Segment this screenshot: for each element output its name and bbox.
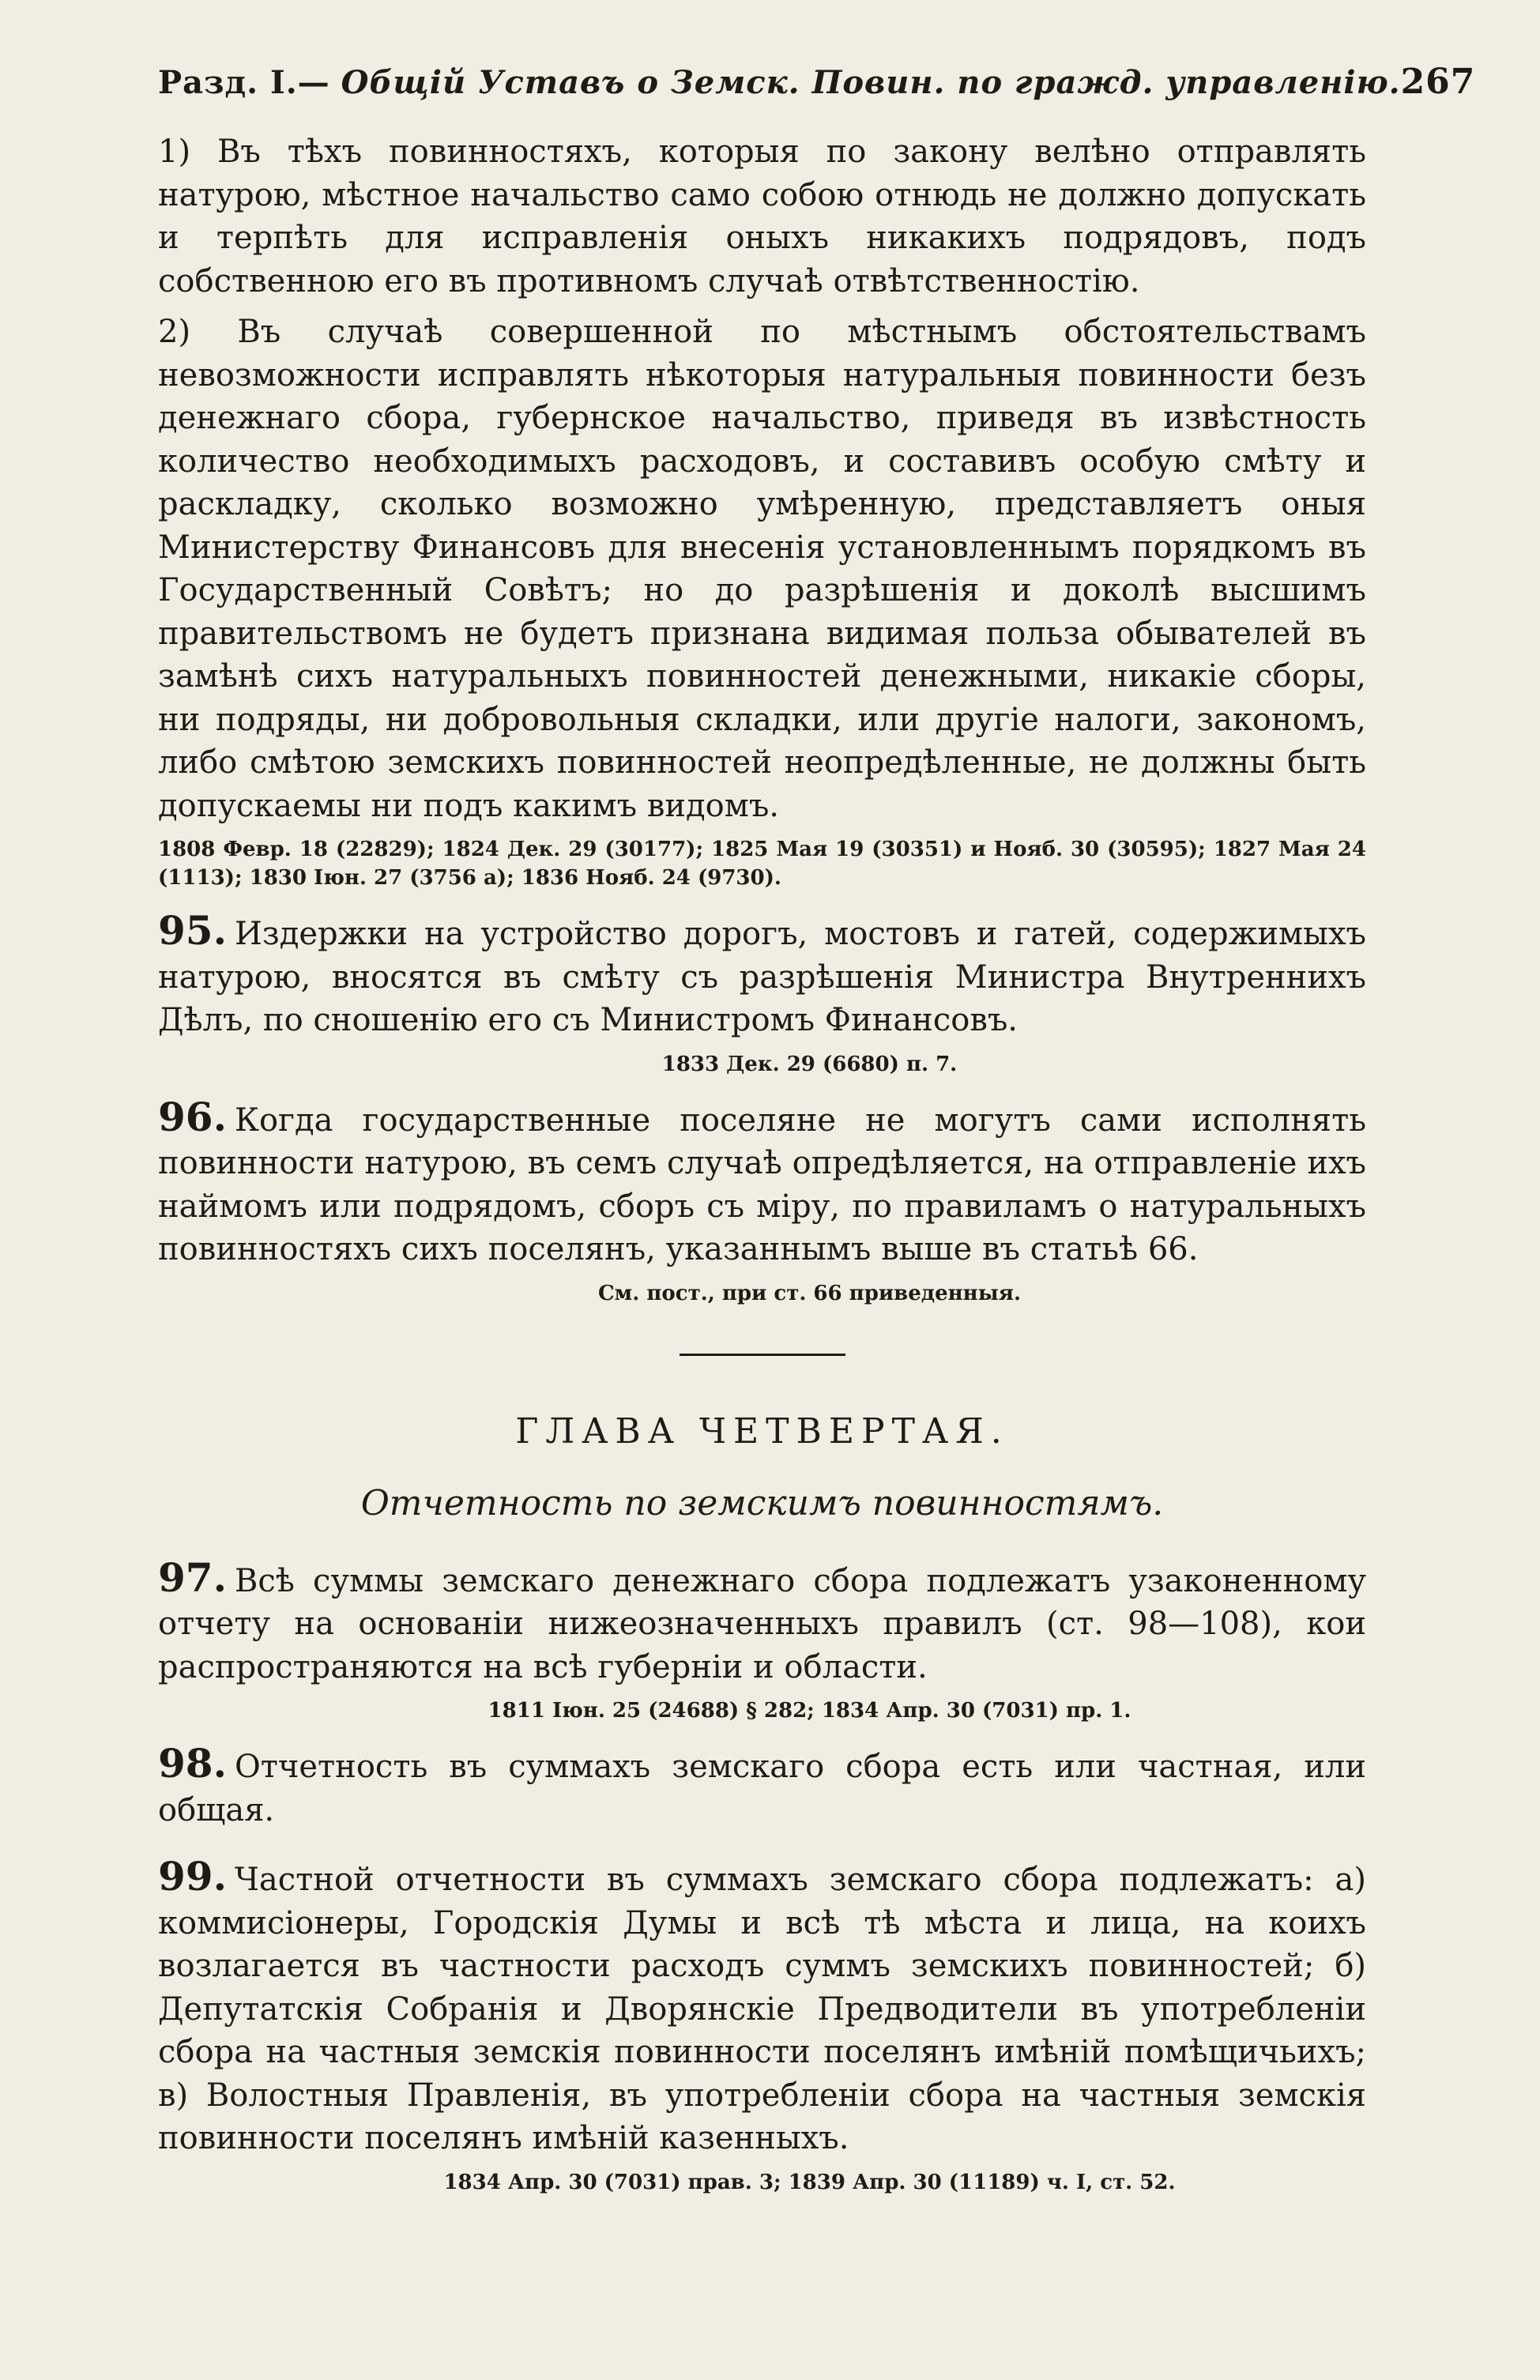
- legal-reference: См. пост., при ст. 66 приведенныя.: [597, 1281, 1022, 1305]
- article-98: [158, 1742, 1366, 1832]
- article-text: Издержки на устройство дорогъ, мостовъ и гатей, содержимыхъ натурою, вносятся въ смѣту съ разрѣшенія Министра Внутреннихъ Дѣлъ, по сношенію его съ Министромъ Финансовъ.: [158, 916, 1366, 1038]
- legal-reference: 1833 Дек. 29 (6680) п. 7.: [661, 1052, 958, 1076]
- article-number: 98.: [158, 1740, 227, 1787]
- article-text: Частной отчетности въ суммахъ земскаго сбора подлежатъ: а) коммисіонеры, Городскія Думы и всѣ тѣ мѣста и лица, на коихъ возлагается въ частности расходъ суммъ земскихъ повинностей; б) Депутатскія Собранія и Дворянскіе Предводители въ употребленіи сбора на частныя земскія повинности поселянъ имѣній помѣщичьихъ; в) Волостныя Правленія, въ употребленіи сбора на частныя земскія повинности поселянъ имѣній казенныхъ.: [158, 1862, 1366, 2156]
- section-label: Разд. I.—: [158, 64, 330, 101]
- section-divider: [680, 1354, 845, 1356]
- article-97: [158, 1553, 1366, 1689]
- chapter-subtitle: Отчетность по земскимъ повинностямъ.: [360, 1482, 1164, 1523]
- chapter-title: ГЛАВА ЧЕТВЕРТАЯ.: [515, 1410, 1009, 1452]
- article-text: Когда государственные поселяне не могутъ сами исполнять повинности натурою, въ семъ случаѣ опредѣляется, на отправленіе ихъ наймомъ или подрядомъ, сборъ съ міру, по правиламъ о натуральныхъ повинностяхъ сихъ поселянъ, указаннымъ выше въ статьѣ 66.: [158, 1102, 1366, 1267]
- article-number: 96.: [158, 1093, 227, 1140]
- article-number: 95.: [158, 907, 227, 954]
- article-number: 99.: [158, 1853, 227, 1900]
- running-head: [158, 62, 1476, 102]
- article-text: Всѣ суммы земскаго денежнаго сбора подлежатъ узаконенному отчету на основаніи нижеозначенныхъ правилъ (ст. 98—108), кои распространяются на всѣ губерніи и области.: [158, 1562, 1366, 1685]
- running-head-title: Общій Уставъ о Земск. Повин. по гражд. управленію.: [341, 64, 1401, 101]
- article-text: Отчетность въ суммахъ земскаго сбора есть или частная, или общая.: [158, 1749, 1366, 1828]
- clause-2: 2) Въ случаѣ совершенной по мѣстнымъ обстоятельствамъ невозможности исправлять нѣкоторыя натуральныя повинности безъ денежнаго сбора, губернское начальство, приведя въ извѣстность количество необходимыхъ расходовъ, и составивъ особую смѣту и раскладку, сколько возможно умѣренную, представляетъ оныя Министерству Финансовъ для внесенія установленнымъ порядкомъ въ Государственный Совѣтъ; но до разрѣшенія и доколѣ высшимъ правительствомъ не будетъ признана видимая польза обывателей въ замѣнѣ сихъ натуральныхъ повинностей денежными, никакіе сборы, ни подряды, ни добровольныя складки, или другіе налоги, закономъ, либо смѣтою земскихъ повинностей неопредѣленные, не должны быть допускаемы ни подъ какимъ видомъ.: [158, 314, 1366, 824]
- legal-reference: 1834 Апр. 30 (7031) прав. 3; 1839 Апр. 30 (11189) ч. I, ст. 52.: [443, 2170, 1176, 2194]
- page-number: 267: [1400, 62, 1476, 102]
- article-96: [158, 1093, 1366, 1271]
- article-99: [158, 1855, 1366, 2160]
- article-number: 97.: [158, 1553, 227, 1601]
- clause-1: 1) Въ тѣхъ повинностяхъ, которыя по закону велѣно отправлять натурою, мѣстное начальство само собою отнюдь не должно допускать и терпѣть для исправленія оныхъ никакихъ подрядовъ, подъ собственною его въ противномъ случаѣ отвѣтственностію.: [158, 134, 1366, 299]
- article-95: [158, 909, 1366, 1042]
- legal-reference: 1811 Іюн. 25 (24688) § 282; 1834 Апр. 30 (7031) пр. 1.: [488, 1699, 1131, 1723]
- running-head-left: [158, 64, 1401, 101]
- legal-reference: 1808 Февр. 18 (22829); 1824 Дек. 29 (30177); 1825 Мая 19 (30351) и Нояб. 30 (30595); 1827 Мая 24 (1113); 1830 Іюн. 27 (3756 а); 1836 Нояб. 24 (9730).: [158, 838, 1366, 890]
